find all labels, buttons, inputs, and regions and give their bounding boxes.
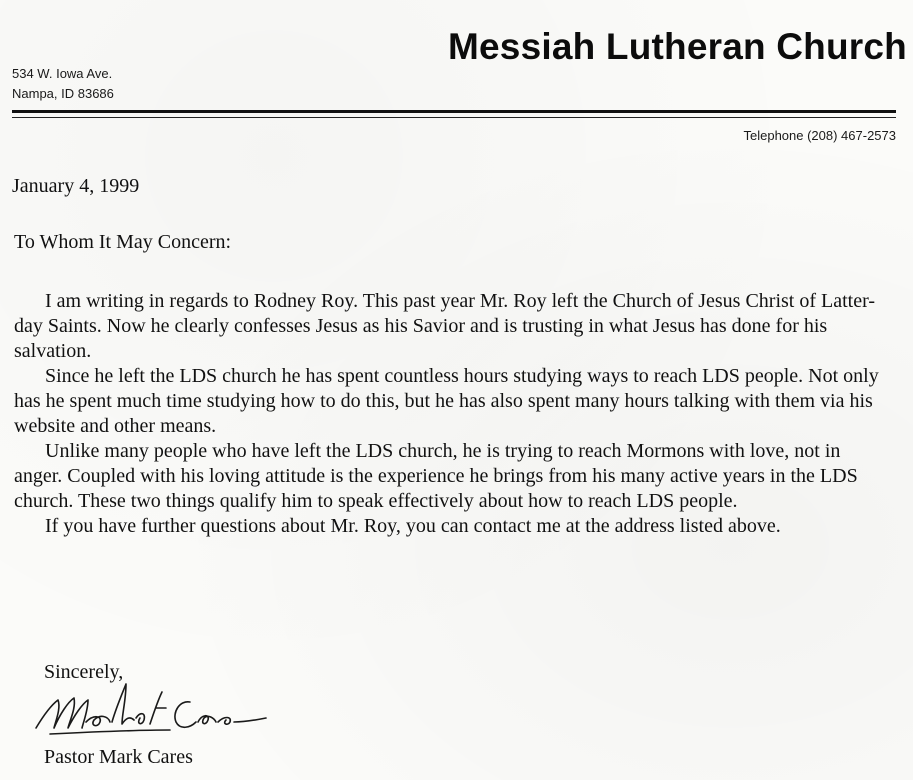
closing: Sincerely, xyxy=(44,661,124,683)
handwritten-signature xyxy=(30,678,270,742)
letterhead-rule-thick xyxy=(12,110,896,113)
signer-name: Pastor Mark Cares xyxy=(44,746,193,768)
address-line-2: Nampa, ID 83686 xyxy=(12,86,114,101)
address-line-1: 534 W. Iowa Ave. xyxy=(12,66,113,81)
telephone: Telephone (208) 467-2573 xyxy=(743,128,896,143)
paragraph-4: If you have further questions about Mr. Roy, you can contact me at the address listed above. xyxy=(45,515,781,537)
church-name: Messiah Lutheran Church xyxy=(448,26,907,67)
letterhead-rule-thin xyxy=(12,117,896,118)
letter-body xyxy=(14,289,884,539)
paragraph-1: I am writing in regards to Rodney Roy. This past year Mr. Roy left the Church of Jesus Christ of Latter-day Saints. Now he clearly confesses Jesus as his Savior and is trusting in what Jesus has done for his salvation. xyxy=(14,290,876,362)
letter-date: January 4, 1999 xyxy=(12,175,140,197)
paragraph-3: Unlike many people who have left the LDS church, he is trying to reach Mormons with love, not in anger. Coupled with his loving attitude is the experience he brings from his many active years in the LDS church. These two things qualify him to speak effectively about how to reach LDS people. xyxy=(14,440,858,512)
paragraph-2: Since he left the LDS church he has spent countless hours studying ways to reach LDS people. Not only has he spent much time studying how to do this, but he has also spent many hours talking with them via his website and other means. xyxy=(14,365,879,437)
salutation: To Whom It May Concern: xyxy=(14,231,232,253)
